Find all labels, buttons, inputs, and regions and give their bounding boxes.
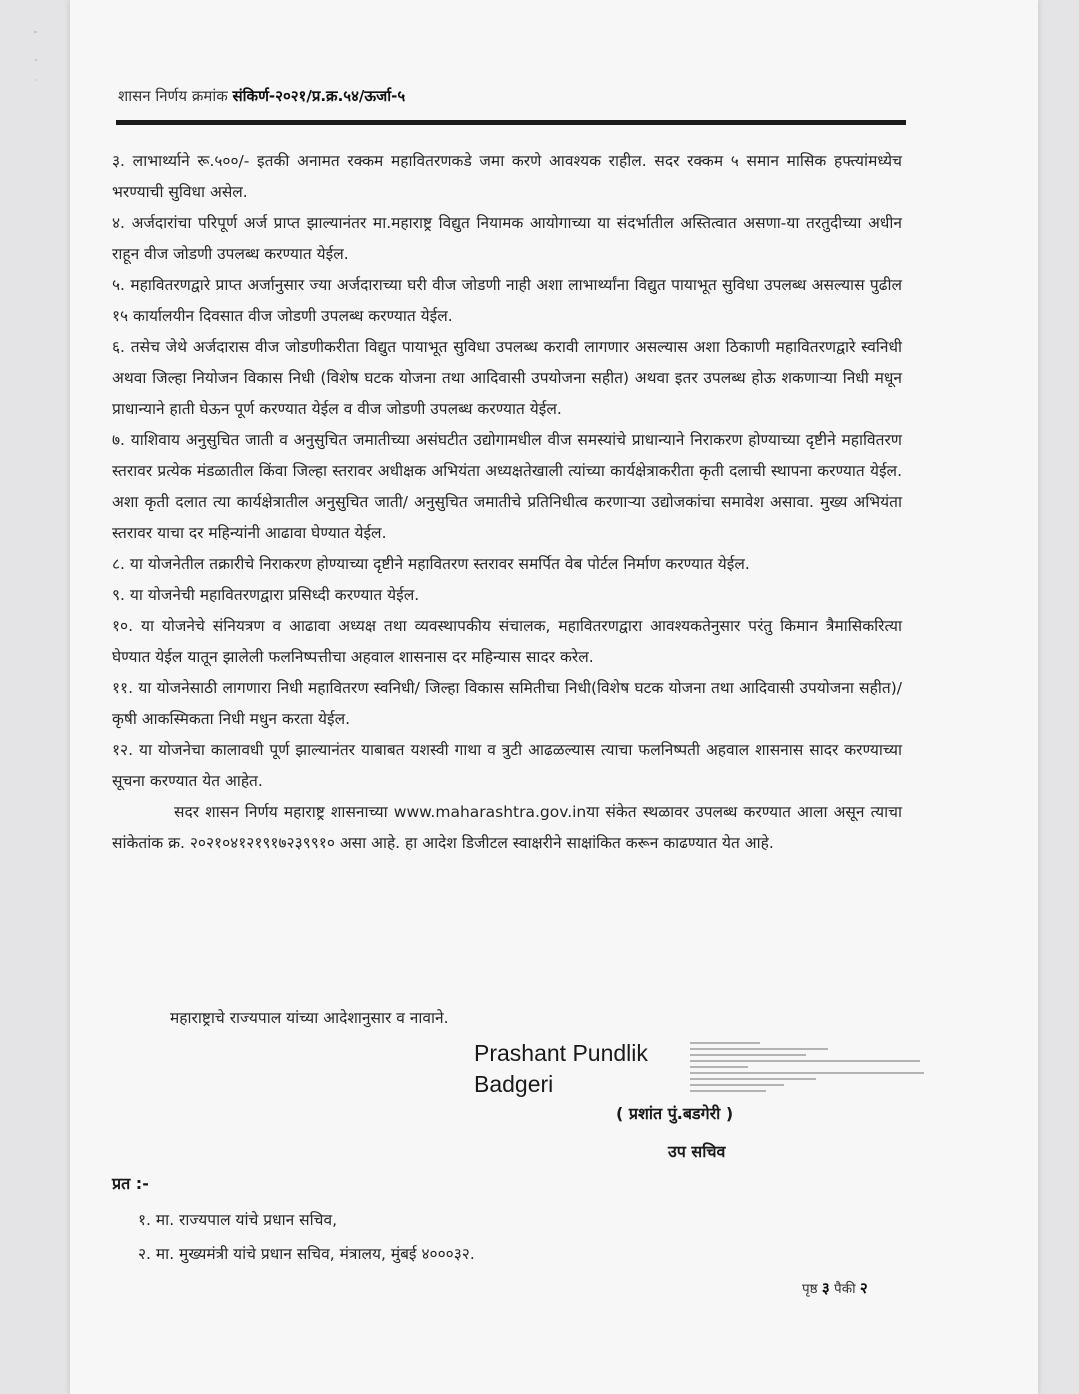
notice-paragraph: सदर शासन निर्णय महाराष्ट्र शासनाच्या www.maharashtra.gov.inया संकेत स्थळावर उपलब्ध करण्यात आला असून त्याचा सांकेतांक क्र. २०२१०४१२१९१७२३९९१० असा आहे. हा आदेश डिजीटल स्वाक्षरीने साक्षांकित करून काढण्यात येत आहे. [112,803,902,852]
paragraph: १०. या योजनेचे संनियत्रण व आढावा अध्यक्ष तथा व्यवस्थापकीय संचालक, महावितरणद्वारा आवश्यकतेनुसार परंतु किमान त्रैमासिकरित्या घेण्यात येईल यातून झालेली फलनिष्पत्तीचा अहवाल शासनास दर महिन्यास सादर करेल. [112,617,902,666]
header-prefix: शासन निर्णय क्रमांक [118,87,228,105]
signer-name-line1: Prashant Pundlik [474,1040,648,1066]
paragraph: ११. या योजनेसाठी लागणारा निधी महावितरण स्वनिधी/ जिल्हा विकास समितीचा निधी(विशेष घटक योजना तथा आदिवासी उपयोजना सहीत)/कृषी आकस्मिकता निधी मधुन करता येईल. [112,679,902,728]
paragraph: ७. याशिवाय अनुसुचित जाती व अनुसुचित जमातीच्या असंघटीत उद्योगामधील वीज समस्यांचे प्राधान्याने निराकरण होण्याच्या दृष्टीने महावितरण स्तरावर प्रत्येक मंडळातील किंवा जिल्हा स्तरावर अधीक्षक अभियंता अध्यक्षतेखाली त्यांच्या कार्यक्षेत्राकरीता कृती दलाची स्थापना करण्यात येईल. अशा कृती दलात त्या कार्यक्षेत्रातील अनुसुचित जाती/ अनुसुचित जमातीचे प्रतिनिधीत्व करणाऱ्या उद्योजकांचा समावेश असावा. मुख्य अभियंता स्तरावर याचा दर महिन्यांनी आढावा घेण्यात येईल. [112,431,902,542]
page-number-prefix: पृष्ठ [802,1281,818,1297]
paragraph: ५. महावितरणद्वारे प्राप्त अर्जानुसार ज्या अर्जदाराच्या घरी वीज जोडणी नाही अशा लाभार्थ्यांना विद्युत पायाभूत सुविधा उपलब्ध असल्यास पुढील १५ कार्यालयीन दिवसात वीज जोडणी उपलब्ध करण्यात येईल. [112,276,902,325]
copy-label: प्रत :- [112,1174,149,1193]
signer-designation: उप सचिव [668,1142,726,1161]
header-reference: संकिर्ण-२०२१/प्र.क्र.५४/ऊर्जा-५ [232,87,406,105]
document-body [112,146,902,859]
signer-name-marathi: ( प्रशांत पुं.बडगेरी ) [616,1104,734,1123]
list-item: १. मा. राज्यपाल यांचे प्रधान सचिव, [138,1211,338,1229]
paragraph: १२. या योजनेचा कालावधी पूर्ण झाल्यानंतर याबाबत यशस्वी गाथा व त्रुटी आढळल्यास त्याचा फलनिष्पती अहवाल शासनास सादर करण्याच्या सूचना करण्यात येत आहेत. [112,741,902,790]
closing-line: महाराष्ट्राचे राज्यपाल यांच्या आदेशानुसार व नावाने. [170,1009,449,1027]
paragraph: ९. या योजनेची महावितरणद्वारा प्रसिध्दी करण्यात येईल. [112,586,420,604]
paragraph: ८. या योजनेतील तक्रारीचे निराकरण होण्याच्या दृष्टीने महावितरण स्तरावर समर्पित वेब पोर्टल निर्माण करण्यात येईल. [112,555,750,573]
signer-name [474,1038,648,1100]
page-number-total: २ [859,1279,868,1297]
scan-edge-marks [28,20,42,160]
list-item: २. मा. मुख्यमंत्री यांचे प्रधान सचिव, मंत्रालय, मुंबई ४०००३२. [138,1245,475,1263]
paragraph: ३. लाभार्थ्याने रू.५००/- इतकी अनामत रक्कम महावितरणकडे जमा करणे आवश्यक राहील. सदर रक्कम ५ समान मासिक हफ्त्यांमध्येच भरण्याची सुविधा असेल. [112,152,902,201]
page-number-current: ३ [821,1279,830,1297]
signer-name-line2: Badgeri [474,1071,554,1097]
copy-list [138,1203,475,1271]
header-rule [116,120,906,125]
digital-signature-block [688,1040,928,1106]
paragraph: ६. तसेच जेथे अर्जदारास वीज जोडणीकरीता विद्युत पायाभूत सुविधा उपलब्ध करावी लागणार असल्यास अशा ठिकाणी महावितरणद्वारे स्वनिधी अथवा जिल्हा नियोजन विकास निधी (विशेष घटक योजना तथा आदिवासी उपयोजना सहीत) अथवा इतर उपलब्ध होऊ शकणाऱ्या निधी मधून प्राधान्याने हाती घेऊन पूर्ण करण्यात येईल व वीज जोडणी उपलब्ध करण्यात येईल. [112,338,902,418]
paragraph: ४. अर्जदारांचा परिपूर्ण अर्ज प्राप्त झाल्यानंतर मा.महाराष्ट्र विद्युत नियामक आयोगाच्या या संदर्भातील अस्तित्वात असणा-या तरतुदीच्या अधीन राहून वीज जोडणी उपलब्ध करण्यात येईल. [112,214,902,263]
document-header [118,86,908,106]
page-number-middle: पैकी [834,1281,856,1297]
page-number [802,1278,868,1298]
